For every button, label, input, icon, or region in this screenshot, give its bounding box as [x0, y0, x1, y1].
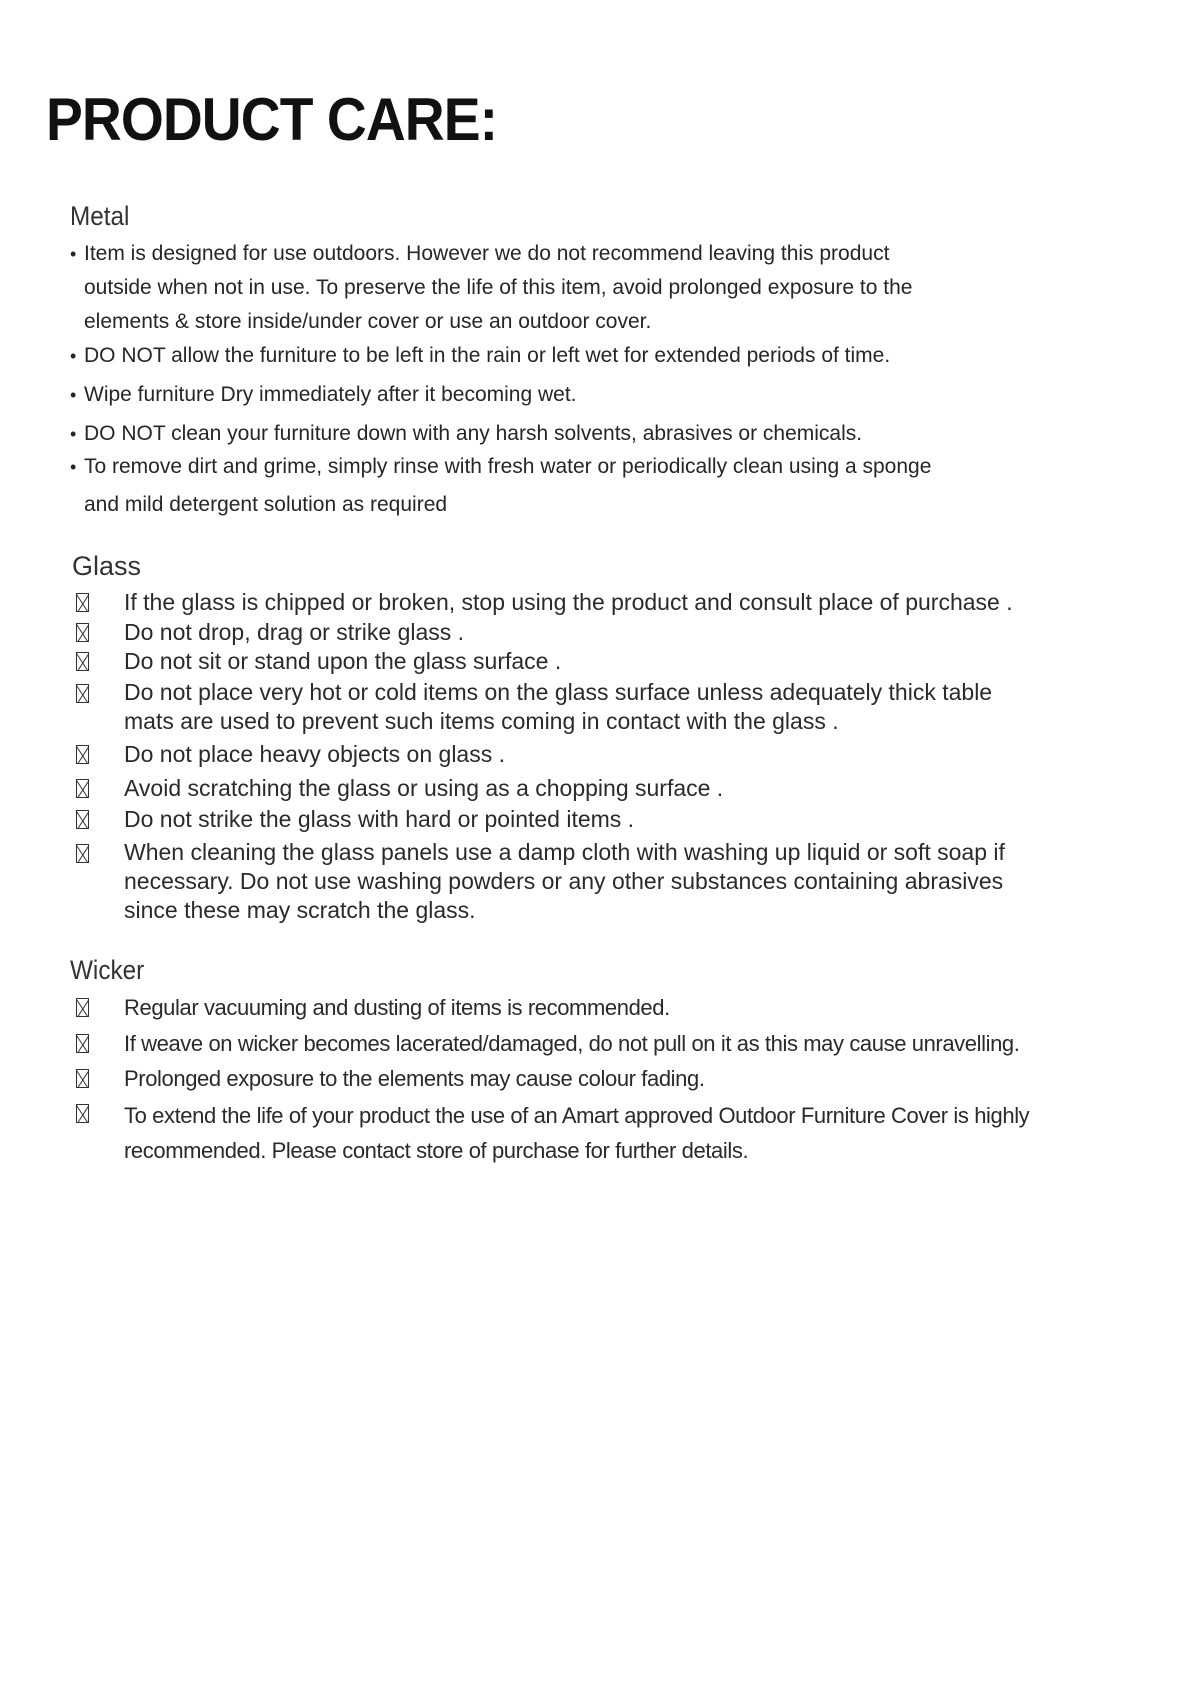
checkbox-glyph-icon — [76, 739, 124, 770]
bullet-icon: • — [70, 244, 77, 264]
glass-item-text: Do not place very hot or cold items on the glass surface unless adequately thick table mats are used to prevent such items coming in contact with the glass . — [124, 679, 993, 734]
list-item — [76, 773, 1176, 804]
list-item — [76, 646, 1176, 677]
metal-item-text: To remove dirt and grime, simply rinse with fresh water or periodically clean using a sponge and mild detergent solution as required — [84, 455, 932, 516]
bullet-icon: • — [70, 424, 77, 444]
bullet-icon: • — [70, 457, 77, 477]
wicker-item-text: To extend the life of your product the use of an Amart approved Outdoor Furniture Cover is highly recommended. Please contact store of purchase for further details. — [124, 1103, 1030, 1163]
list-item — [76, 1098, 1166, 1168]
glass-item-text: Do not strike the glass with hard or pointed items . — [124, 806, 635, 832]
metal-item-text: Item is designed for use outdoors. However we do not recommend leaving this product outside when not in use. To preserve the life of this item, avoid prolonged exposure to the elements & store inside/under cover or use an outdoor cover. — [84, 242, 913, 333]
checkbox-glyph-icon — [76, 1098, 124, 1168]
list-item — [76, 838, 1056, 925]
list-item — [70, 417, 1030, 451]
list-item — [76, 678, 1026, 736]
page-title: PRODUCT CARE: — [46, 86, 498, 153]
bullet-icon: • — [70, 346, 77, 366]
list-item — [76, 739, 1176, 770]
checkbox-glyph-icon — [76, 678, 124, 736]
wicker-item-text: If weave on wicker becomes lacerated/damaged, do not pull on it as this may cause unravelling. — [124, 1031, 1020, 1056]
list-item — [70, 339, 1030, 373]
checkbox-glyph-icon — [76, 992, 124, 1023]
list-item — [76, 804, 1176, 835]
glass-item-text: Avoid scratching the glass or using as a chopping surface . — [124, 775, 724, 801]
checkbox-glyph-icon — [76, 1028, 124, 1059]
list-item — [70, 448, 970, 524]
list-item — [76, 1063, 1176, 1094]
list-item — [76, 587, 1176, 618]
checkbox-glyph-icon — [76, 587, 124, 618]
list-item — [76, 617, 1176, 648]
checkbox-glyph-icon — [76, 646, 124, 677]
checkbox-glyph-icon — [76, 804, 124, 835]
glass-item-text: Do not drop, drag or strike glass . — [124, 619, 465, 645]
metal-item-text: DO NOT allow the furniture to be left in the rain or left wet for extended periods of time. — [84, 344, 891, 367]
checkbox-glyph-icon — [76, 1063, 124, 1094]
wicker-heading: Wicker — [70, 955, 145, 985]
wicker-item-text: Regular vacuuming and dusting of items is recommended. — [124, 995, 670, 1020]
bullet-icon: • — [70, 385, 77, 405]
list-item — [76, 992, 1176, 1023]
glass-item-text: If the glass is chipped or broken, stop using the product and consult place of purchase . — [124, 589, 1013, 615]
metal-heading: Metal — [70, 201, 130, 231]
list-item — [70, 237, 950, 339]
glass-heading: Glass — [72, 551, 142, 581]
glass-item-text: Do not place heavy objects on glass . — [124, 741, 506, 767]
wicker-item-text: Prolonged exposure to the elements may cause colour fading. — [124, 1066, 705, 1091]
glass-item-text: When cleaning the glass panels use a damp cloth with washing up liquid or soft soap if necessary. Do not use washing powders or any other substances containing abrasives since these may scratch the glass. — [124, 839, 1005, 923]
list-item — [76, 1028, 1176, 1059]
list-item — [70, 378, 1030, 412]
metal-item-text: Wipe furniture Dry immediately after it becoming wet. — [84, 383, 577, 406]
checkbox-glyph-icon — [76, 838, 124, 925]
checkbox-glyph-icon — [76, 617, 124, 648]
checkbox-glyph-icon — [76, 773, 124, 804]
metal-item-text: DO NOT clean your furniture down with any harsh solvents, abrasives or chemicals. — [84, 422, 863, 445]
glass-item-text: Do not sit or stand upon the glass surface . — [124, 648, 562, 674]
